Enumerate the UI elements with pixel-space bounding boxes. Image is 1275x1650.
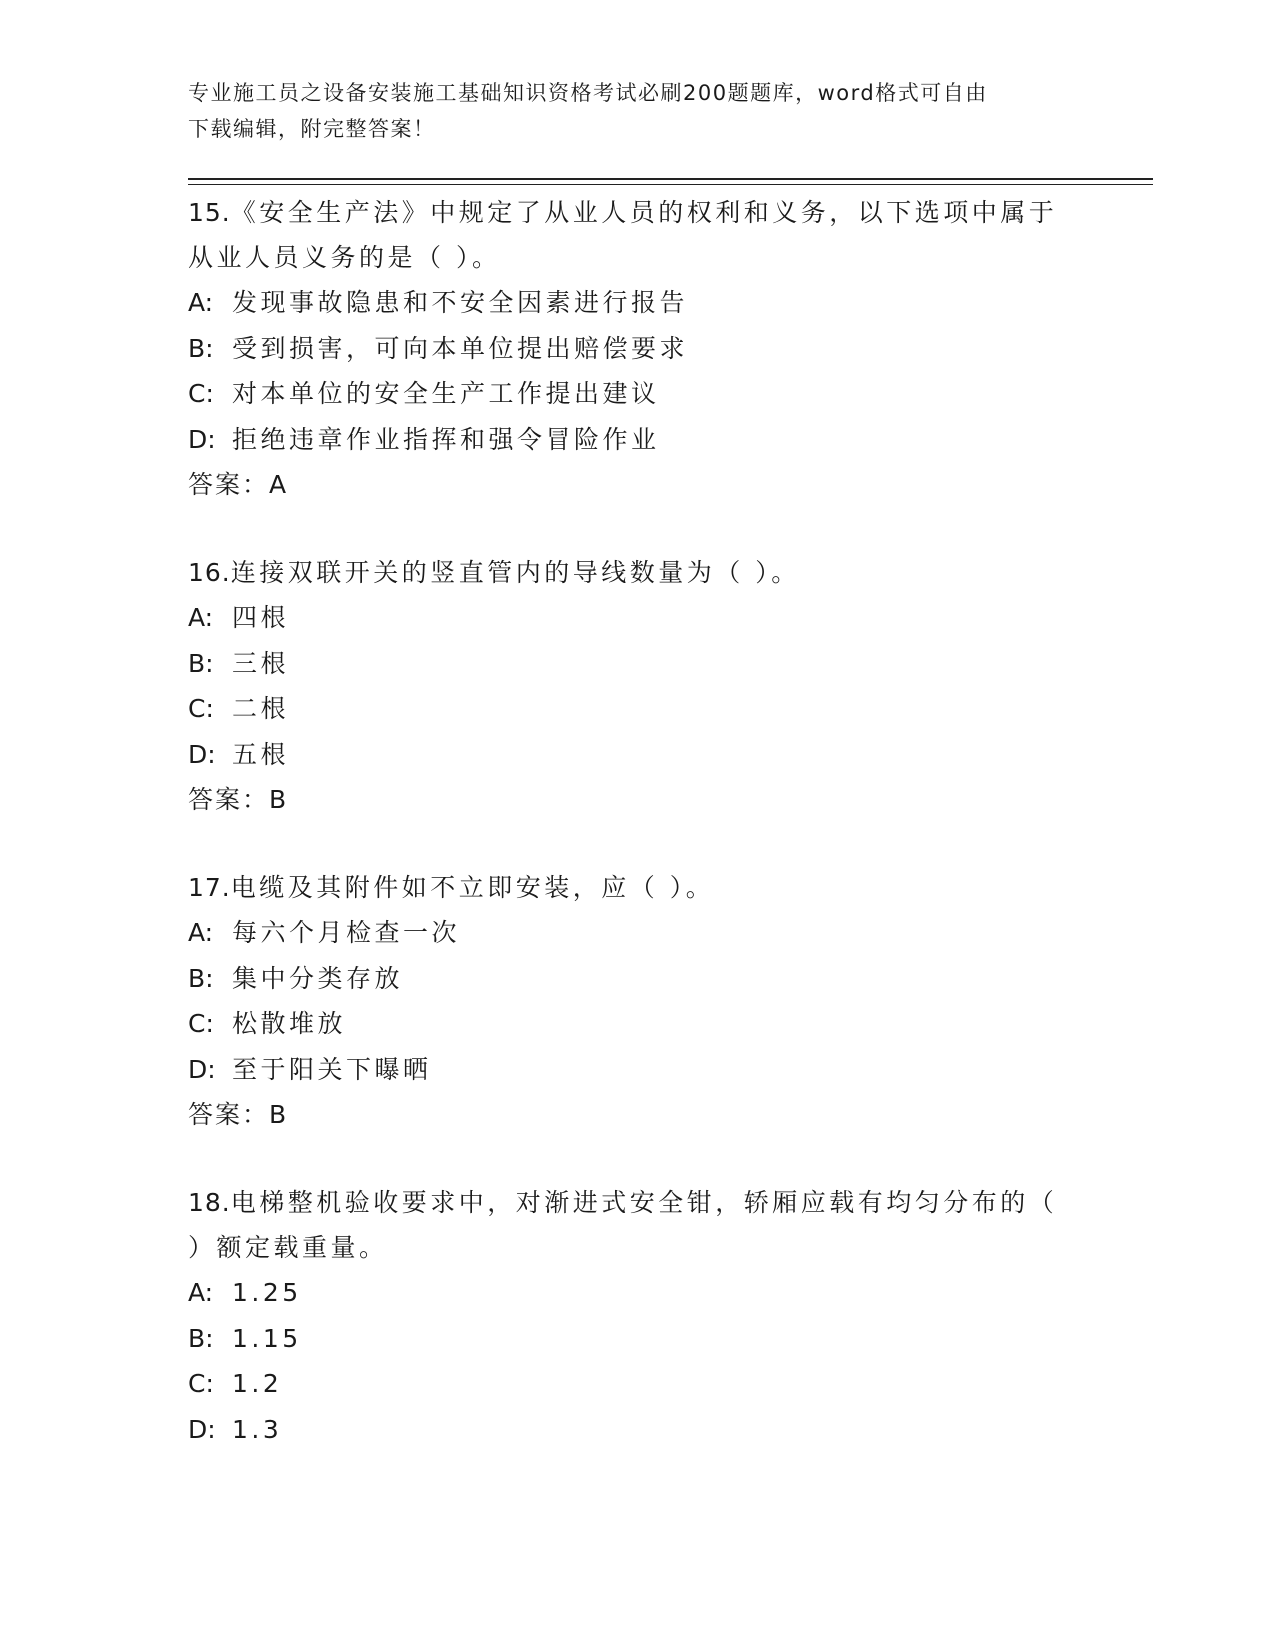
option-text: 拒绝违章作业指挥和强令冒险作业 xyxy=(232,424,660,454)
question-stem-line-2: 从业人员义务的是（ ）。 xyxy=(188,243,501,272)
option-key: A: xyxy=(188,288,214,317)
option-a xyxy=(188,1270,1088,1316)
question-stem xyxy=(188,1180,1088,1225)
option-key: C: xyxy=(188,694,214,723)
option-text: 四根 xyxy=(232,603,290,632)
option-text: 1.15 xyxy=(232,1323,302,1353)
option-text: 对本单位的安全生产工作提出建议 xyxy=(232,379,660,408)
header-line-1: 专业施工员之设备安装施工基础知识资格考试必刷200题题库，word格式可自由 xyxy=(188,81,988,105)
option-text: 五根 xyxy=(232,739,290,769)
question-stem-line-1: 《安全生产法》中规定了从业人员的权利和义务，以下选项中属于 xyxy=(230,198,1058,227)
option-key: A: xyxy=(188,1278,214,1307)
option-key: A: xyxy=(188,918,214,947)
option-d xyxy=(188,1407,1088,1453)
question-stem xyxy=(188,190,1088,235)
option-c xyxy=(188,1361,1088,1407)
option-text: 三根 xyxy=(232,648,290,678)
question-17 xyxy=(188,865,1088,1137)
option-b xyxy=(188,641,1088,687)
answer-line: 答案：A xyxy=(188,470,289,499)
document-header xyxy=(188,75,1088,147)
header-divider xyxy=(188,178,1153,185)
option-text: 1.3 xyxy=(232,1414,283,1444)
option-text: 发现事故隐患和不安全因素进行报告 xyxy=(232,288,689,317)
header-line-2: 下载编辑，附完整答案！ xyxy=(188,117,436,141)
question-stem-line-1: 连接双联开关的竖直管内的导线数量为（ ）。 xyxy=(230,558,800,587)
option-key: B: xyxy=(188,963,214,993)
option-text: 每六个月检查一次 xyxy=(232,918,461,947)
option-text: 1.2 xyxy=(232,1369,283,1398)
answer-line: 答案：B xyxy=(188,785,289,814)
question-number: 16. xyxy=(188,558,231,587)
question-15 xyxy=(188,190,1088,507)
answer-line: 答案：B xyxy=(188,1100,289,1129)
option-key: D: xyxy=(188,739,216,769)
question-number: 15. xyxy=(188,198,231,227)
option-text: 集中分类存放 xyxy=(232,963,404,993)
option-c xyxy=(188,1001,1088,1047)
question-number: 18. xyxy=(188,1188,231,1217)
option-a xyxy=(188,910,1088,956)
option-d xyxy=(188,417,1088,463)
option-key: A: xyxy=(188,603,214,632)
option-text: 松散堆放 xyxy=(232,1009,347,1038)
question-stem xyxy=(188,865,1088,910)
option-key: C: xyxy=(188,1369,214,1398)
question-18 xyxy=(188,1180,1088,1452)
option-key: D: xyxy=(188,1414,216,1444)
option-a xyxy=(188,280,1088,326)
option-text: 受到损害，可向本单位提出赔偿要求 xyxy=(232,333,689,363)
option-d xyxy=(188,1047,1088,1093)
option-key: D: xyxy=(188,424,216,454)
option-text: 二根 xyxy=(232,694,290,723)
option-key: C: xyxy=(188,1009,214,1038)
option-key: D: xyxy=(188,1054,216,1084)
option-text: 1.25 xyxy=(232,1278,302,1307)
option-key: B: xyxy=(188,1323,214,1353)
option-b xyxy=(188,1316,1088,1362)
option-key: B: xyxy=(188,648,214,678)
question-list xyxy=(188,190,1088,1495)
option-c xyxy=(188,371,1088,417)
question-stem-line-1: 电梯整机验收要求中，对渐进式安全钳，轿厢应载有均匀分布的（ xyxy=(230,1188,1058,1217)
question-16 xyxy=(188,550,1088,822)
option-b xyxy=(188,956,1088,1002)
option-key: B: xyxy=(188,333,214,363)
option-a xyxy=(188,595,1088,641)
option-text: 至于阳关下曝晒 xyxy=(232,1054,432,1084)
option-d xyxy=(188,732,1088,778)
question-number: 17. xyxy=(188,873,231,902)
question-stem-line-1: 电缆及其附件如不立即安装，应（ ）。 xyxy=(230,873,715,902)
option-key: C: xyxy=(188,379,214,408)
option-b xyxy=(188,326,1088,372)
option-c xyxy=(188,686,1088,732)
question-stem-line-2: ）额定载重量。 xyxy=(188,1233,388,1262)
question-stem xyxy=(188,550,1088,595)
